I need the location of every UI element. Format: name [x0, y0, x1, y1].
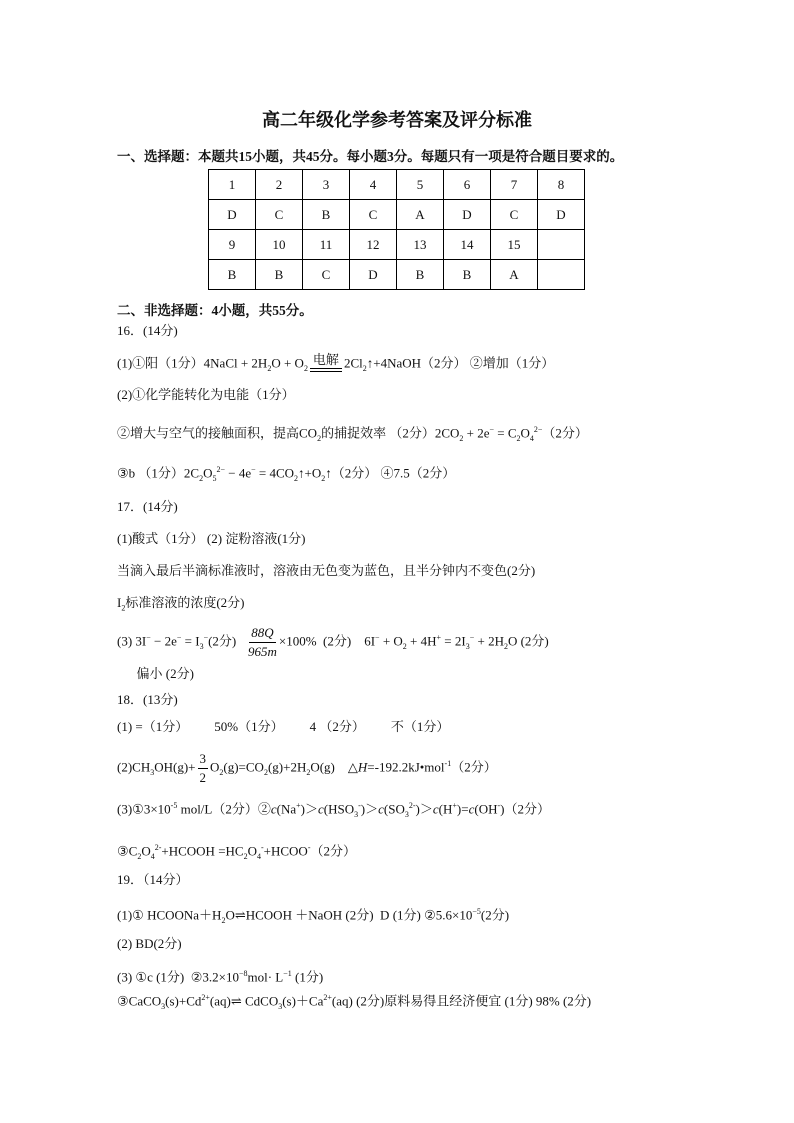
text-run: (s)+Cd: [165, 993, 202, 1009]
subscript: 3: [150, 768, 155, 778]
answer-line: [117, 692, 178, 708]
text-run: O: [141, 843, 151, 859]
table-cell: 14: [444, 230, 491, 260]
subscript: 2: [137, 851, 142, 861]
text-run: )=: [456, 801, 469, 817]
superscript: −: [146, 633, 151, 643]
answer-line: [117, 750, 497, 787]
text-run: ×100% (2分) 6I: [278, 633, 376, 649]
text-run: H: [357, 759, 368, 775]
subscript: 3: [465, 642, 470, 652]
subscript: 2: [459, 433, 464, 443]
text-run: (Na: [276, 801, 297, 817]
text-run: )（2分）: [500, 801, 550, 817]
subscript: 2: [503, 642, 508, 652]
superscript: -: [260, 843, 264, 852]
subscript: 2: [267, 364, 272, 373]
subscript: 2: [516, 433, 521, 443]
text-run: （2分）: [542, 425, 588, 441]
subscript: 2: [306, 768, 311, 778]
subscript: 2: [303, 364, 308, 373]
superscript: +: [452, 801, 457, 810]
superscript: −8: [238, 969, 248, 978]
superscript: −: [375, 633, 380, 643]
text-run: )＞: [415, 801, 433, 817]
superscript: −: [469, 633, 475, 643]
answer-line: [117, 966, 323, 985]
table-cell: C: [350, 200, 397, 230]
answer-line: [117, 840, 356, 865]
text-run: I: [117, 595, 122, 610]
text-run: (aq) (2分)原料易得且经济便宜 (1分) 98% (2分): [331, 993, 592, 1009]
answer-line: [117, 531, 305, 547]
table-cell: 11: [303, 230, 350, 260]
table-cell: [538, 260, 585, 290]
answer-line: [117, 624, 549, 661]
table-cell: A: [397, 200, 444, 230]
question-number-row: [209, 230, 585, 260]
superscript: -: [358, 801, 361, 810]
answer-line: [117, 499, 178, 515]
section-1-heading: 一、选择题：本题共15小题，共45分。每小题3分。每题只有一项是符合题目要求的。: [117, 149, 624, 164]
reaction-condition: [310, 354, 342, 377]
text-run: +HCOOH =HC: [161, 843, 244, 859]
text-run: + 2H: [474, 633, 504, 649]
subscript: 2: [121, 603, 126, 613]
text-run: + O: [379, 633, 403, 649]
superscript: −: [489, 425, 494, 434]
table-cell: 13: [397, 230, 444, 260]
table-cell: 1: [209, 170, 256, 200]
answer-row: [209, 200, 585, 230]
text-run: O (2分): [507, 633, 549, 649]
text-run: +HCOO: [263, 843, 308, 859]
text-run: O: [203, 465, 213, 481]
superscript: 2-: [154, 843, 162, 852]
text-run: (1)酸式（1分） (2) 淀粉溶液(1分): [117, 531, 306, 546]
table-cell: C: [303, 260, 350, 290]
denominator: 2: [199, 770, 206, 785]
text-run: = I: [181, 633, 200, 649]
text-run: )＞: [360, 801, 379, 817]
text-run: + 2e: [463, 425, 490, 441]
table-cell: 15: [491, 230, 538, 260]
superscript: +: [296, 801, 301, 810]
subscript: 2: [362, 364, 367, 373]
text-run: (2)①化学能转化为电能（1分）: [117, 387, 295, 402]
answer-line: [117, 462, 455, 487]
numerator: 3: [198, 750, 209, 769]
table-cell: 10: [256, 230, 303, 260]
subscript: 5: [212, 473, 217, 483]
fraction: [198, 750, 209, 787]
text-run: 18．(13分): [117, 692, 178, 707]
text-run: (g)=CO: [223, 759, 264, 775]
answer-line: [117, 798, 550, 823]
answer-line: [117, 719, 449, 735]
text-run: = 4CO: [255, 465, 294, 481]
table-cell: 12: [350, 230, 397, 260]
text-run: c: [318, 801, 324, 817]
text-run: 当滴入最后半滴标准液时，溶液由无色变为蓝色，且半分钟内不变色(2分): [117, 563, 536, 578]
text-run: 偏小 (2分): [117, 666, 194, 681]
table-cell: D: [538, 200, 585, 230]
text-run: (3) 3I: [117, 633, 147, 649]
superscript: 2−: [216, 465, 225, 474]
text-run: O: [247, 843, 257, 859]
superscript: 2-: [408, 801, 416, 810]
superscript: −: [251, 465, 256, 474]
text-run: (3)①3×10: [117, 801, 171, 817]
superscript: 2+: [201, 993, 210, 1002]
subscript: 3: [404, 809, 409, 819]
fraction: [248, 624, 277, 661]
text-run: ↑+4NaOH（2分） ②增加（1分）: [366, 355, 555, 371]
subscript: 2: [221, 915, 226, 925]
table-cell: 5: [397, 170, 444, 200]
superscript: 2+: [323, 993, 332, 1002]
text-run: c: [468, 801, 475, 817]
superscript: -: [497, 801, 501, 810]
answer-line: [117, 666, 194, 682]
text-run: (2分): [480, 907, 510, 923]
text-run: (s)＋Ca: [282, 993, 324, 1009]
text-run: 2Cl: [343, 355, 363, 371]
table-cell: D: [350, 260, 397, 290]
table-cell: B: [303, 200, 350, 230]
subscript: 4: [150, 851, 155, 861]
text-run: (1分): [291, 969, 324, 985]
subscript: 2: [243, 851, 248, 861]
subscript: 4: [529, 433, 534, 443]
subscript: 3: [278, 1001, 283, 1011]
text-run: 的捕捉效率 （2分）2CO: [321, 425, 460, 441]
text-run: O + O: [271, 355, 304, 371]
text-run: =-192.2kJ•mol: [367, 759, 445, 775]
text-run: (2) BD(2分): [117, 936, 182, 951]
table-cell: B: [444, 260, 491, 290]
text-run: O: [520, 425, 530, 441]
text-run: (HSO: [323, 801, 355, 817]
superscript: +: [436, 633, 442, 643]
table-cell: 2: [256, 170, 303, 200]
section-2-heading: 二、非选择题：4小题，共55分。: [117, 303, 313, 318]
text-run: ↑+O: [298, 465, 322, 481]
page-title: 高二年级化学参考答案及评分标准: [262, 110, 532, 130]
table-cell: 7: [491, 170, 538, 200]
superscript: -: [307, 843, 311, 852]
text-run: 16．(14分): [117, 323, 178, 338]
table-cell: 6: [444, 170, 491, 200]
subscript: 2: [402, 642, 407, 652]
text-run: (OH: [474, 801, 498, 817]
text-run: （2分）: [451, 759, 497, 775]
superscript: −: [176, 633, 182, 643]
text-run: ③CaCO: [117, 993, 162, 1009]
table-cell: B: [209, 260, 256, 290]
superscript: -1: [444, 759, 452, 769]
text-run: 19．（14分）: [117, 872, 189, 887]
denominator: 965m: [248, 644, 277, 659]
text-run: (3) ①c (1分) ②3.2×10: [117, 969, 239, 985]
subscript: 3: [199, 642, 204, 652]
subscript: 3: [354, 809, 359, 819]
answer-line: [117, 422, 588, 447]
superscript: −1: [283, 969, 292, 978]
text-run: OH(g)+: [154, 759, 196, 775]
text-run: 标准溶液的浓度(2分): [125, 595, 245, 610]
answer-line: [117, 354, 554, 377]
answer-line: [117, 563, 535, 579]
table-cell: 4: [350, 170, 397, 200]
subscript: 4: [256, 851, 261, 861]
text-run: − 2e: [150, 633, 177, 649]
text-run: ②增大与空气的接触面积，提高CO: [117, 425, 318, 441]
text-run: (1)① HCOONa＋H: [117, 907, 222, 923]
text-run: ③b （1分）2C: [117, 465, 200, 481]
question-number-row: [209, 170, 585, 200]
text-run: (1)①阳（1分）4NaCl + 2H: [117, 355, 268, 371]
text-run: O(g) △: [310, 759, 358, 775]
answer-line: [117, 990, 591, 1015]
answer-line: [117, 595, 245, 617]
answer-line: [117, 904, 509, 929]
subscript: 2: [317, 433, 322, 443]
text-run: O: [210, 759, 220, 775]
text-run: (g)+2H: [267, 759, 307, 775]
table-cell: C: [256, 200, 303, 230]
text-run: mol· L: [247, 969, 284, 985]
text-run: c: [378, 801, 384, 817]
answer-table: [208, 169, 585, 290]
subscript: 2: [294, 473, 298, 483]
answer-line: [117, 323, 178, 339]
superscript: -5: [170, 801, 178, 810]
answer-row: [209, 260, 585, 290]
answer-line: [117, 936, 182, 952]
table-cell: D: [209, 200, 256, 230]
text-run: (SO: [383, 801, 405, 817]
text-run: (H: [438, 801, 453, 817]
table-cell: C: [491, 200, 538, 230]
text-run: O⇌HCOOH ＋NaOH (2分) D (1分) ②5.6×10: [225, 907, 473, 923]
numerator: 88Q: [249, 624, 275, 643]
table-cell: [538, 230, 585, 260]
superscript: −5: [472, 907, 481, 916]
superscript: −: [203, 633, 209, 643]
answer-line: [117, 872, 189, 888]
condition-label: 电解: [312, 353, 339, 368]
text-run: = 2I: [441, 633, 466, 649]
text-run: (2)CH: [117, 759, 151, 775]
table-cell: B: [397, 260, 444, 290]
subscript: 2: [219, 768, 224, 778]
text-run: （2分）: [310, 843, 357, 859]
text-run: c: [270, 801, 277, 817]
text-run: (2分): [208, 633, 246, 649]
table-cell: A: [491, 260, 538, 290]
table-cell: 9: [209, 230, 256, 260]
superscript: 2−: [533, 425, 543, 434]
equals-sign: [310, 368, 342, 372]
text-run: (aq)⇌ CdCO: [209, 993, 279, 1009]
text-run: ③C: [117, 843, 138, 859]
text-run: (1) =（1分） 50%（1分） 4 （2分） 不（1分）: [117, 719, 450, 734]
subscript: 2: [321, 473, 326, 483]
table-cell: B: [256, 260, 303, 290]
subscript: 2: [263, 768, 268, 778]
subscript: 2: [199, 473, 204, 483]
text-run: ↑（2分） ④7.5（2分）: [325, 465, 456, 481]
table-cell: D: [444, 200, 491, 230]
subscript: 3: [161, 1001, 166, 1011]
text-run: + 4H: [406, 633, 437, 649]
table-cell: 8: [538, 170, 585, 200]
text-run: )＞: [300, 801, 318, 817]
text-run: c: [432, 801, 439, 817]
text-run: = C: [494, 425, 517, 441]
answer-line: [117, 387, 295, 403]
text-run: mol/L（2分）②: [177, 801, 271, 817]
table-cell: 3: [303, 170, 350, 200]
text-run: − 4e: [224, 465, 252, 481]
text-run: 17．(14分): [117, 499, 178, 514]
